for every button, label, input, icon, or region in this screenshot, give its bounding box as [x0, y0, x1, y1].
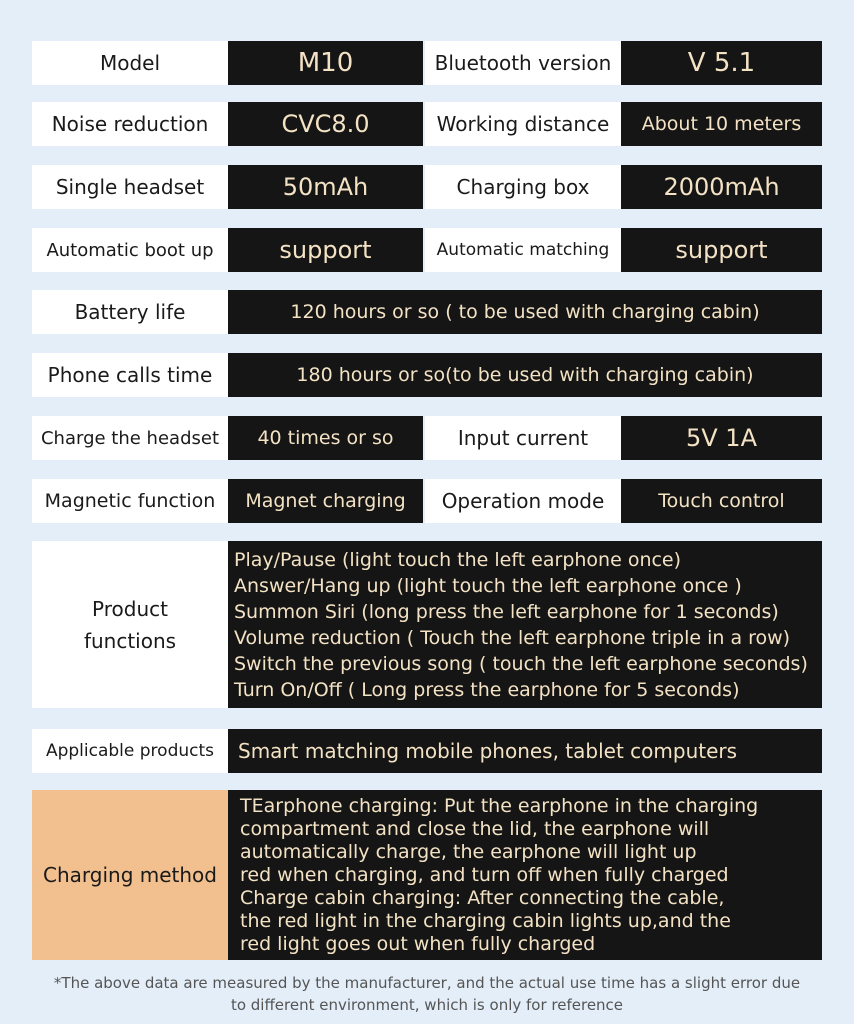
product-function-item: Turn On/Off ( Long press the earphone for 5 seconds) [234, 678, 740, 701]
automatic-matching-value: support [621, 228, 822, 272]
charge-headset-label: Charge the headset [32, 416, 228, 460]
model-value: M10 [228, 41, 423, 85]
charge-headset-value: 40 times or so [228, 416, 423, 460]
charging-method-label: Charging method [32, 790, 228, 960]
product-function-item: Play/Pause (light touch the left earphone once) [234, 548, 682, 571]
applicable-products-label: Applicable products [32, 729, 228, 773]
charging-method-description [228, 790, 822, 960]
magnetic-function-label: Magnetic function [32, 479, 228, 523]
automatic-boot-value: support [228, 228, 423, 272]
phone-calls-time-value: 180 hours or so(to be used with charging cabin) [228, 353, 822, 397]
footnote [20, 972, 834, 1016]
footnote-line2: to different environment, which is only for reference [230, 996, 624, 1014]
noise-reduction-label: Noise reduction [32, 102, 228, 146]
automatic-matching-label: Automatic matching [425, 228, 621, 272]
input-current-value: 5V 1A [621, 416, 822, 460]
charging-method-line: the red light in the charging cabin lights up,and the [240, 909, 731, 932]
charging-method-line: Charge cabin charging: After connecting the cable, [240, 886, 725, 909]
charging-method-line: TEarphone charging: Put the earphone in the charging [240, 794, 759, 817]
bluetooth-version-label: Bluetooth version [425, 41, 621, 85]
operation-mode-label: Operation mode [425, 479, 621, 523]
footnote-line1: *The above data are measured by the manufacturer, and the actual use time has a slight error due [53, 974, 801, 992]
product-function-item: Summon Siri (long press the left earphone for 1 seconds) [234, 600, 779, 623]
input-current-label: Input current [425, 416, 621, 460]
charging-method-line: automatically charge, the earphone will light up [240, 840, 697, 863]
battery-life-label: Battery life [32, 290, 228, 334]
product-functions-list [228, 541, 822, 708]
noise-reduction-value: CVC8.0 [228, 102, 423, 146]
single-headset-value: 50mAh [228, 165, 423, 209]
working-distance-label: Working distance [425, 102, 621, 146]
phone-calls-time-label: Phone calls time [32, 353, 228, 397]
charging-method-line: compartment and close the lid, the earphone will [240, 817, 710, 840]
operation-mode-value: Touch control [621, 479, 822, 523]
charging-box-label: Charging box [425, 165, 621, 209]
product-function-item: Volume reduction ( Touch the left earphone triple in a row) [234, 626, 791, 649]
charging-method-line: red when charging, and turn off when fully charged [240, 863, 729, 886]
charging-method-line: red light goes out when fully charged [240, 932, 596, 955]
magnetic-function-value: Magnet charging [228, 479, 423, 523]
model-label: Model [32, 41, 228, 85]
product-functions-label-line1: Product [92, 596, 168, 621]
product-functions-label [32, 541, 228, 708]
charging-box-value: 2000mAh [621, 165, 822, 209]
product-function-item: Answer/Hang up (light touch the left earphone once ) [234, 574, 742, 597]
battery-life-value: 120 hours or so ( to be used with charging cabin) [228, 290, 822, 334]
working-distance-value: About 10 meters [621, 102, 822, 146]
applicable-products-value: Smart matching mobile phones, tablet computers [228, 729, 822, 773]
automatic-boot-label: Automatic boot up [32, 228, 228, 272]
product-function-item: Switch the previous song ( touch the left earphone seconds) [234, 652, 808, 675]
bluetooth-version-value: V 5.1 [621, 41, 822, 85]
single-headset-label: Single headset [32, 165, 228, 209]
product-functions-label-line2: functions [83, 628, 177, 653]
